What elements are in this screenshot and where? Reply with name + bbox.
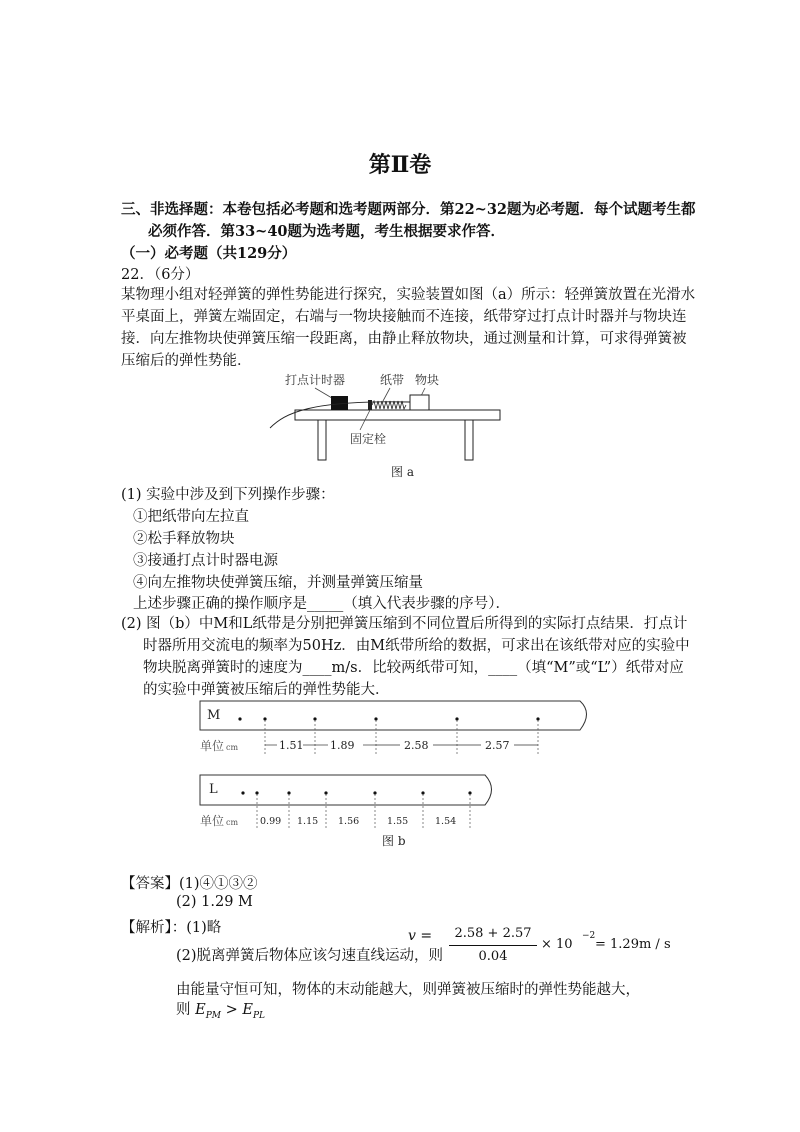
analysis-label: 【解析】 bbox=[121, 920, 172, 936]
part1-prompt: (1) 实验中涉及到下列操作步骤： bbox=[121, 487, 335, 503]
tape-m-label: M bbox=[207, 708, 221, 723]
tape-l-value: 1.55 bbox=[387, 816, 409, 827]
tape-l bbox=[200, 775, 492, 805]
analysis-line4 bbox=[176, 998, 265, 1021]
block bbox=[410, 395, 429, 410]
tape-m bbox=[200, 701, 587, 730]
section-heading-line1: 三、非选择题：本卷包括必考题和选考题两部分．第22~32题为必考题．每个试题考生都 bbox=[121, 201, 696, 218]
tape-dot bbox=[238, 717, 241, 720]
part2-line: 物块脱离弹簧时的速度为____m/s．比较两纸带可知，____（填“M”或“L”）纸带对应 bbox=[143, 660, 684, 676]
unit-label: 单位 bbox=[200, 739, 225, 753]
tape-l-value: 1.54 bbox=[435, 816, 457, 827]
page-title: 第Ⅱ卷 bbox=[368, 152, 432, 178]
unit-label: 单位 bbox=[200, 814, 225, 828]
tape-l-label: L bbox=[209, 782, 218, 797]
analysis-row bbox=[121, 916, 221, 937]
question-stem-line: 平桌面上，弹簧左端固定，右端与一物块接触而不连接，纸带穿过打点计时器并与物块连 bbox=[121, 309, 687, 325]
tabletop bbox=[295, 410, 500, 420]
tape-m-value: 2.58 bbox=[404, 739, 429, 752]
step-item: ①把纸带向左拉直 bbox=[133, 509, 249, 525]
analysis-line4-prefix: 则 bbox=[176, 1002, 191, 1018]
fig-a-caption: 图 a bbox=[391, 465, 414, 479]
ineq-right-sub: PL bbox=[252, 1010, 265, 1021]
answer-label: 【答案】 bbox=[121, 876, 179, 892]
answer-line1: (1)④①③② bbox=[179, 876, 258, 892]
table-leg bbox=[465, 420, 473, 460]
answer-row bbox=[121, 872, 258, 893]
tape-dot bbox=[241, 791, 244, 794]
fig-a-label-block: 物块 bbox=[415, 373, 440, 387]
step-item: ④向左推物块使弹簧压缩，并测量弹簧压缩量 bbox=[133, 575, 423, 591]
step-item: ②松手释放物块 bbox=[133, 531, 235, 547]
ineq-left-sub: PM bbox=[205, 1010, 221, 1021]
tape-l-value: 1.56 bbox=[338, 816, 360, 827]
formula-den: 0.04 bbox=[478, 949, 508, 964]
part2-line: 的实验中弹簧被压缩后的弹性势能大． bbox=[143, 682, 390, 698]
figure-b bbox=[195, 695, 595, 855]
ineq-op: > bbox=[220, 1002, 243, 1018]
fraction-bar bbox=[449, 945, 537, 946]
step-item: ③接通打点计时器电源 bbox=[133, 553, 278, 569]
formula-exp: −2 bbox=[582, 931, 596, 941]
section-subheading: （一）必考题（共129分） bbox=[121, 245, 297, 262]
unit-sub: cm bbox=[226, 818, 239, 827]
tape-m-value: 1.51 bbox=[279, 739, 304, 752]
table-leg bbox=[318, 420, 326, 460]
unit-sub: cm bbox=[226, 743, 239, 752]
formula-rest: × 10 bbox=[541, 937, 573, 952]
formula-num: 2.58 + 2.57 bbox=[454, 926, 532, 941]
leader-line bbox=[383, 388, 390, 401]
analysis-line2: (2)脱离弹簧后物体应该匀速直线运动，则 bbox=[176, 948, 444, 964]
fixed-bolt bbox=[368, 400, 372, 410]
tape-l-value: 0.99 bbox=[260, 816, 282, 827]
question-stem-line: 某物理小组对轻弹簧的弹性势能进行探究，实验装置如图（a）所示：轻弹簧放置在光滑水 bbox=[121, 287, 696, 303]
part1-ask: 上述步骤正确的操作顺序是_____（填入代表步骤的序号）． bbox=[133, 596, 510, 612]
question-number: 22．（6分） bbox=[121, 267, 200, 283]
tape-l-value: 1.15 bbox=[297, 816, 319, 827]
formula-v: v = bbox=[408, 928, 433, 944]
fig-a-label-tape: 纸带 bbox=[380, 373, 405, 387]
tape-m-value: 1.89 bbox=[330, 739, 355, 752]
fig-a-label-timer: 打点计时器 bbox=[285, 373, 346, 387]
section-heading-line2: 必须作答．第33~40题为选考题，考生根据要求作答． bbox=[148, 223, 506, 240]
tape-m-value: 2.57 bbox=[485, 739, 510, 752]
formula-result: = 1.29m / s bbox=[595, 937, 671, 952]
fig-b-caption: 图 b bbox=[382, 834, 406, 848]
question-stem-line: 压缩后的弹性势能． bbox=[121, 353, 252, 369]
analysis-line3: 由能量守恒可知，物体的末动能越大，则弹簧被压缩时的弹性势能越大， bbox=[176, 982, 640, 998]
part2-line: (2) 图（b）中M和L纸带是分别把弹簧压缩到不同位置后所得到的实际打点结果．打点计 bbox=[121, 616, 688, 632]
answer-line2: (2) 1.29 M bbox=[176, 894, 253, 910]
ineq-right: E bbox=[242, 1002, 253, 1018]
figure-a bbox=[255, 368, 515, 483]
part2-line: 时器所用交流电的频率为50Hz．由M纸带所给的数据，可求出在该纸带对应的实验中 bbox=[143, 638, 690, 654]
fig-a-label-bolt: 固定栓 bbox=[350, 432, 387, 446]
ineq-left: E bbox=[195, 1002, 206, 1018]
analysis-line1: ：(1)略 bbox=[171, 920, 222, 936]
question-stem-line: 接．向左推物块使弹簧压缩一段距离，由静止释放物块，通过测量和计算，可求得弹簧被 bbox=[121, 331, 687, 347]
